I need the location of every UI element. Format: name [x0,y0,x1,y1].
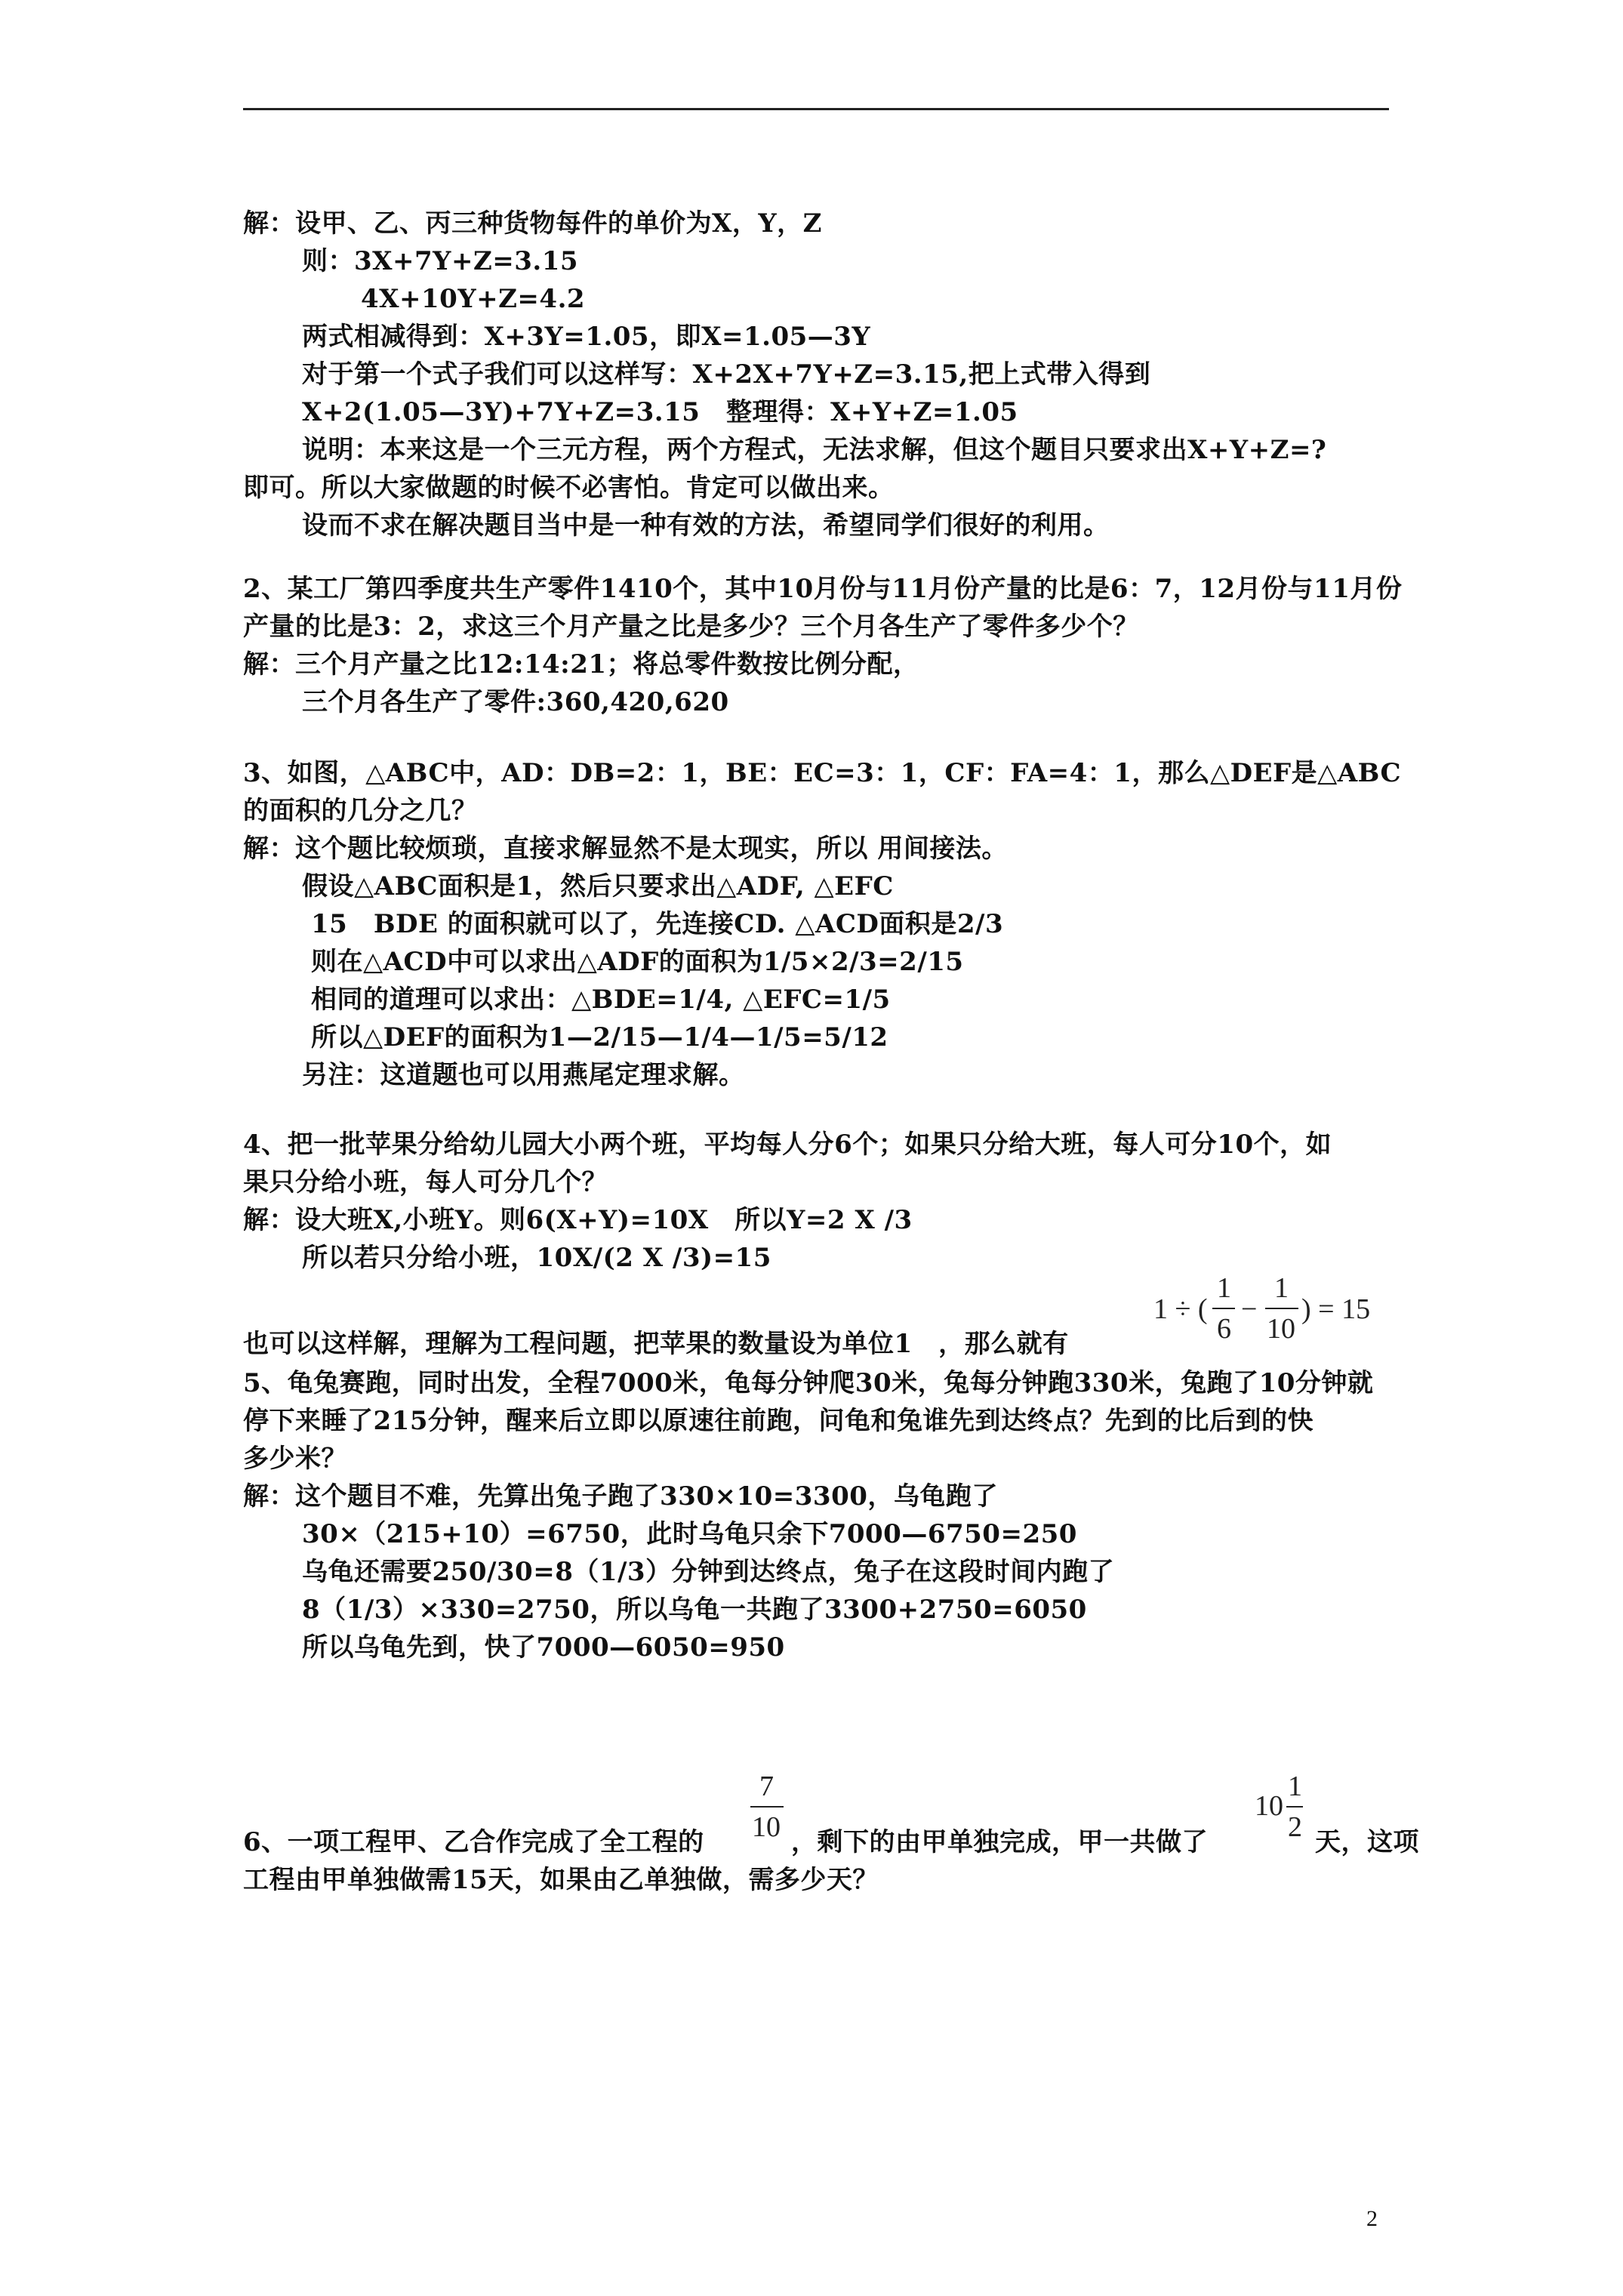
text-line: X+2(1.05—3Y)+7Y+Z=3.15 整理得：X+Y+Z=1.05 [302,397,1018,427]
text-line: 4、把一批苹果分给幼儿园大小两个班，平均每人分6个；如果只分给大班，每人可分10个，如 [243,1130,1332,1160]
text-line: 则：3X+7Y+Z=3.15 [302,246,579,276]
text-line: 所以乌龟先到，快了7000—6050=950 [302,1632,785,1663]
text-line: 所以△DEF的面积为1—2/15—1/4—1/5=5/12 [311,1022,888,1052]
text-line: 解：设甲、乙、丙三种货物每件的单价为X，Y，Z [243,208,822,239]
text-line: 8（1/3）×330=2750，所以乌龟一共跑了3300+2750=6050 [302,1595,1087,1625]
text-line: 设而不求在解决题目当中是一种有效的方法，希望同学们很好的利用。 [302,510,1110,541]
text-line: 乌龟还需要250/30=8（1/3）分钟到达终点，兔子在这段时间内跑了 [302,1557,1115,1587]
mixed-number-ten-half [1255,1771,1315,1854]
text-line: 则在△ACD中可以求出△ADF的面积为1/5×2/3=2/15 [311,947,964,977]
text-line: 另注：这道题也可以用燕尾定理求解。 [302,1060,745,1090]
text-line: 5、龟兔赛跑，同时出发，全程7000米，龟每分钟爬30米，兔每分钟跑330米，兔跑了10分钟就 [243,1368,1374,1398]
formula-minus: − [1241,1293,1258,1325]
text-line: 解：三个月产量之比12:14:21；将总零件数按比例分配， [243,649,919,680]
page-number: 2 [1366,2206,1378,2231]
fraction-numerator: 7 [759,1771,774,1802]
text-line: 2、某工厂第四季度共生产零件1410个，其中10月份与11月份产量的比是6：7，12月份与11月份 [243,574,1403,604]
text-line: 的面积的几分之几？ [243,796,478,826]
text-line: 也可以这样解，理解为工程问题，把苹果的数量设为单位1 ，那么就有 [243,1329,1069,1359]
formula-one-div-diff [1153,1273,1380,1356]
fraction-denominator: 10 [752,1811,781,1843]
fraction-denominator: 10 [1267,1313,1295,1345]
text-line: 多少米？ [243,1444,347,1474]
text-line: 说明：本来这是一个三元方程，两个方程式，无法求解，但这个题目只要求出X+Y+Z=? [302,435,1327,465]
fraction-denominator: 6 [1217,1313,1231,1345]
text-line: 假设△ABC面积是1，然后只要求出△ADF, △EFC [302,871,894,901]
text-line: 工程由甲单独做需15天，如果由乙单独做，需多少天？ [243,1865,879,1895]
text-line: ，剩下的由甲单独完成，甲一共做了 [791,1827,1208,1857]
fraction-seven-tenths [747,1771,793,1854]
fraction-denominator: 2 [1288,1811,1302,1843]
text-line: 两式相减得到：X+3Y=1.05，即X=1.05—3Y [302,322,871,352]
text-line: 30×（215+10）=6750，此时乌龟只余下7000—6750=250 [302,1519,1077,1549]
text-line: 6、一项工程甲、乙合作完成了全工程的 [243,1827,704,1857]
text-line: 对于第一个式子我们可以这样写：X+2X+7Y+Z=3.15,把上式带入得到 [302,359,1151,390]
text-line: 15 BDE 的面积就可以了，先连接CD. △ACD面积是2/3 [311,909,1004,939]
text-line: 解：这个题比较烦琐，直接求解显然不是太现实，所以 用间接法。 [243,834,1008,864]
fraction-numerator: 1 [1217,1272,1231,1304]
formula-prefix: 1 ÷ ( [1153,1293,1208,1325]
text-line: 产量的比是3：2，求这三个月产量之比是多少？三个月各生产了零件多少个？ [243,612,1139,642]
text-line: 停下来睡了215分钟，醒来后立即以原速往前跑，问龟和兔谁先到达终点？先到的比后到的快 [243,1406,1313,1436]
header-rule [243,108,1389,110]
fraction-bar [1265,1308,1298,1309]
text-line: 相同的道理可以求出：△BDE=1/4, △EFC=1/5 [311,985,891,1015]
text-line: 解：设大班X,小班Y。则6(X+Y)=10X 所以Y=2 X /3 [243,1205,913,1235]
fraction-bar [750,1806,784,1808]
text-line: 所以若只分给小班，10X/(2 X /3)=15 [302,1243,771,1273]
fraction-bar [1286,1806,1303,1808]
mixed-whole: 10 [1255,1790,1283,1822]
text-line: 即可。所以大家做题的时候不必害怕。肯定可以做出来。 [243,473,895,503]
fraction-bar [1212,1308,1235,1309]
text-line: 解：这个题目不难，先算出兔子跑了330×10=3300，乌龟跑了 [243,1481,998,1512]
text-line: 天，这项 [1315,1827,1419,1857]
text-line: 三个月各生产了零件:360,420,620 [302,687,729,717]
fraction-numerator: 1 [1274,1272,1289,1304]
text-line: 4X+10Y+Z=4.2 [361,284,586,314]
formula-suffix: ) = 15 [1301,1293,1371,1325]
text-line: 3、如图，△ABC中，AD：DB=2：1，BE：EC=3：1，CF：FA=4：1，那么△DEF是△ABC [243,758,1402,788]
text-line: 果只分给小班，每人可分几个？ [243,1167,608,1197]
fraction-numerator: 1 [1288,1771,1302,1802]
